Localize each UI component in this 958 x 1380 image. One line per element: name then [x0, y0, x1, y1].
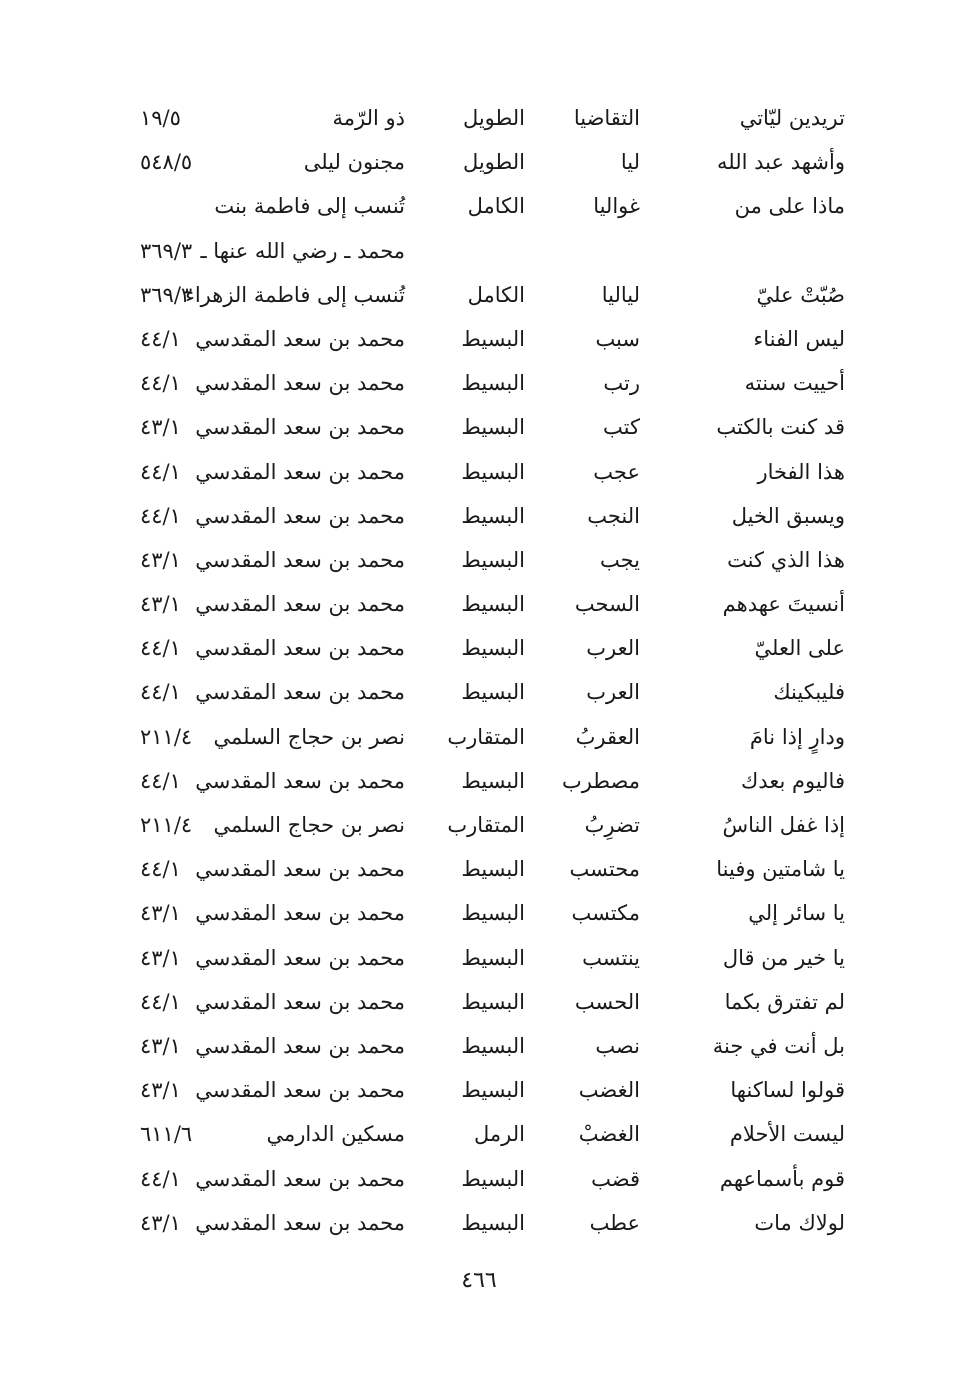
poet-name: تُنسب إلى فاطمة بنت: [214, 194, 405, 219]
index-row: [120, 1024, 845, 1068]
rhyme-word: العرب: [586, 680, 640, 705]
index-row: [120, 803, 845, 847]
rhyme-word: عطب: [589, 1210, 640, 1235]
volume-page-reference: ٣٦٩/٣: [140, 238, 193, 263]
volume-page-reference: ٤٣/١: [140, 1210, 181, 1235]
poet-name: نصر بن حجاج السلمي: [213, 813, 405, 837]
poetic-meter: البسيط: [461, 1078, 525, 1103]
poetic-meter: البسيط: [461, 1166, 525, 1191]
poetic-meter: البسيط: [461, 989, 525, 1014]
page-number: ٤٦٦: [461, 1268, 497, 1293]
poet-name: محمد بن سعد المقدسي: [195, 415, 405, 440]
volume-page-reference: ٤٤/١: [140, 371, 181, 396]
volume-page-reference: ٣٦٩/٣: [140, 282, 193, 307]
poet-name: محمد بن سعد المقدسي: [195, 326, 405, 351]
index-row: [120, 582, 845, 626]
rhyme-word: العقربُ: [575, 724, 640, 749]
poetic-meter: البسيط: [461, 857, 525, 882]
poet-name: مسكين الدارمي: [266, 1122, 405, 1147]
poetic-meter: البسيط: [461, 415, 525, 440]
poet-name: محمد بن سعد المقدسي: [195, 1166, 405, 1191]
verse-opening: ليست الأحلام: [729, 1122, 845, 1147]
volume-page-reference: ٢١١/٤: [140, 813, 193, 837]
verse-opening: لولاك مات: [754, 1210, 845, 1235]
poet-name: نصر بن حجاج السلمي: [213, 724, 405, 749]
verse-opening: أحييت سنته: [744, 371, 845, 396]
poetic-meter: البسيط: [461, 901, 525, 926]
verse-opening: وأشهد عبد الله: [717, 150, 845, 175]
verse-opening: قولوا لساكنها: [730, 1078, 845, 1103]
poet-name: محمد بن سعد المقدسي: [195, 680, 405, 705]
volume-page-reference: ٤٣/١: [140, 592, 181, 617]
index-row: [120, 759, 845, 803]
verse-opening: على العليّ: [754, 636, 845, 661]
verse-opening: إذا غفل الناسُ: [722, 813, 845, 837]
volume-page-reference: ٤٤/١: [140, 1166, 181, 1191]
poet-name: محمد بن سعد المقدسي: [195, 1033, 405, 1058]
poet-name: محمد ـ رضي الله عنها ـ: [200, 238, 405, 263]
volume-page-reference: ٤٤/١: [140, 989, 181, 1014]
rhyme-word: محتسب: [569, 857, 640, 882]
index-row: [120, 626, 845, 670]
index-row: [120, 1068, 845, 1112]
volume-page-reference: ٤٣/١: [140, 945, 181, 970]
poetic-meter: البسيط: [461, 326, 525, 351]
poetic-meter: الرمل: [474, 1122, 525, 1147]
verse-opening: قوم بأسماعهم: [719, 1166, 845, 1191]
poetic-meter: الكامل: [467, 194, 525, 219]
poetic-meter: المتقارب: [447, 813, 525, 837]
index-row: [120, 936, 845, 980]
volume-page-reference: ٤٣/١: [140, 1078, 181, 1103]
verse-opening: هذا الذي كنت: [727, 547, 845, 572]
poetic-meter: البسيط: [461, 459, 525, 484]
poet-name: محمد بن سعد المقدسي: [195, 1210, 405, 1235]
rhyme-word: تضرِبُ: [584, 813, 640, 837]
volume-page-reference: ٤٣/١: [140, 415, 181, 440]
poet-name: محمد بن سعد المقدسي: [195, 547, 405, 572]
volume-page-reference: ٤٤/١: [140, 326, 181, 351]
rhyme-word: الغضب: [578, 1078, 640, 1103]
index-row: [120, 273, 845, 317]
rhyme-word: النجب: [587, 503, 640, 528]
rhyme-word: رتب: [603, 371, 640, 396]
index-row: [120, 1112, 845, 1156]
rhyme-word: نصب: [595, 1033, 640, 1058]
verse-opening: صُبّتْ عليّ: [756, 282, 845, 307]
rhyme-word: سبب: [595, 326, 640, 351]
poetic-meter: البسيط: [461, 680, 525, 705]
volume-page-reference: ٤٤/١: [140, 857, 181, 882]
poet-name: محمد بن سعد المقدسي: [195, 901, 405, 926]
poet-name: محمد بن سعد المقدسي: [195, 592, 405, 617]
poet-name: محمد بن سعد المقدسي: [195, 371, 405, 396]
rhyme-word: لياليا: [601, 282, 640, 307]
poetic-meter: البسيط: [461, 1033, 525, 1058]
poet-name: ذو الرّمة: [332, 106, 405, 130]
poet-name: محمد بن سعد المقدسي: [195, 989, 405, 1014]
rhyme-word: مصطرب: [561, 768, 640, 793]
verse-opening: ليس الفناء: [753, 326, 845, 351]
index-row: [120, 1201, 845, 1245]
index-row: [120, 184, 845, 228]
rhyme-word: قضب: [591, 1166, 640, 1191]
poet-name: محمد بن سعد المقدسي: [195, 503, 405, 528]
poetic-meter: الطويل: [462, 106, 525, 130]
poetic-meter: البسيط: [461, 547, 525, 572]
volume-page-reference: ٤٣/١: [140, 901, 181, 926]
rhyme-word: الغضبْ: [578, 1122, 640, 1147]
poet-name: محمد بن سعد المقدسي: [195, 636, 405, 661]
volume-page-reference: ٤٤/١: [140, 636, 181, 661]
volume-page-reference: ٤٤/١: [140, 680, 181, 705]
poetic-meter: البسيط: [461, 1210, 525, 1235]
rhyme-word: ينتسب: [582, 945, 640, 970]
poetic-meter: البسيط: [461, 636, 525, 661]
poetic-meter: البسيط: [461, 503, 525, 528]
index-row: [120, 229, 845, 273]
volume-page-reference: ٦١١/٦: [140, 1122, 193, 1147]
rhyme-word: يجب: [599, 547, 640, 572]
volume-page-reference: ٤٤/١: [140, 503, 181, 528]
rhyme-word: العرب: [586, 636, 640, 661]
verse-opening: لم تفترق بكما: [724, 989, 845, 1014]
index-row: [120, 317, 845, 361]
index-row: [120, 96, 845, 140]
poet-name: مجنون ليلى: [303, 150, 405, 175]
verse-opening: بل أنت في جنة: [712, 1033, 845, 1058]
rhyme-word: السحب: [574, 592, 640, 617]
volume-page-reference: ٢١١/٤: [140, 724, 193, 749]
poet-name: محمد بن سعد المقدسي: [195, 1078, 405, 1103]
index-row: [120, 847, 845, 891]
verse-opening: تريدين ليّاتي: [739, 106, 845, 130]
index-row: [120, 450, 845, 494]
poetic-meter: البسيط: [461, 371, 525, 396]
verse-opening: هذا الفخار: [757, 459, 845, 484]
index-row: [120, 361, 845, 405]
verse-opening: يا شامتين وفينا: [716, 857, 845, 882]
volume-page-reference: ٥٤٨/٥: [140, 150, 193, 175]
poet-name: محمد بن سعد المقدسي: [195, 768, 405, 793]
poetic-meter: الكامل: [467, 282, 525, 307]
rhyme-word: الحسب: [574, 989, 640, 1014]
index-row: [120, 715, 845, 759]
rhyme-word: كتب: [603, 415, 640, 440]
verse-opening: يا سائر إلي: [748, 901, 845, 926]
index-row: [120, 405, 845, 449]
rhyme-word: مكتسب: [571, 901, 640, 926]
verse-opening: ويسبق الخيل: [731, 503, 845, 528]
index-row: [120, 538, 845, 582]
volume-page-reference: ٤٣/١: [140, 1033, 181, 1058]
volume-page-reference: ٤٣/١: [140, 547, 181, 572]
volume-page-reference: ٤٤/١: [140, 459, 181, 484]
rhyme-word: عجب: [593, 459, 640, 484]
verse-opening: قد كنت بالكتب: [716, 415, 845, 440]
poetic-meter: البسيط: [461, 768, 525, 793]
poet-name: محمد بن سعد المقدسي: [195, 459, 405, 484]
index-row: [120, 494, 845, 538]
rhyme-word: غواليا: [593, 194, 640, 219]
index-row: [120, 980, 845, 1024]
poet-name: محمد بن سعد المقدسي: [195, 857, 405, 882]
poet-name: محمد بن سعد المقدسي: [195, 945, 405, 970]
poetic-meter: الطويل: [462, 150, 525, 175]
volume-page-reference: ١٩/٥: [140, 106, 181, 130]
index-row: [120, 140, 845, 184]
poetic-meter: البسيط: [461, 592, 525, 617]
verse-index-table: [120, 96, 845, 1245]
poet-name: تُنسب إلى فاطمة الزهراء: [184, 282, 405, 307]
verse-opening: فليبكينك: [773, 680, 845, 705]
poetic-meter: البسيط: [461, 945, 525, 970]
rhyme-word: التقاضيا: [573, 106, 640, 130]
verse-opening: فاليوم بعدك: [740, 768, 845, 793]
verse-opening: يا خير من قال: [722, 945, 845, 970]
index-row: [120, 670, 845, 714]
verse-opening: ودارٍ إذا نامَ: [749, 724, 845, 749]
volume-page-reference: ٤٤/١: [140, 768, 181, 793]
index-row: [120, 1157, 845, 1201]
index-row: [120, 891, 845, 935]
verse-opening: ماذا على من: [734, 194, 845, 219]
verse-opening: أنسيتَ عهدهم: [722, 592, 845, 617]
rhyme-word: ليا: [620, 150, 640, 175]
poetic-meter: المتقارب: [447, 724, 525, 749]
